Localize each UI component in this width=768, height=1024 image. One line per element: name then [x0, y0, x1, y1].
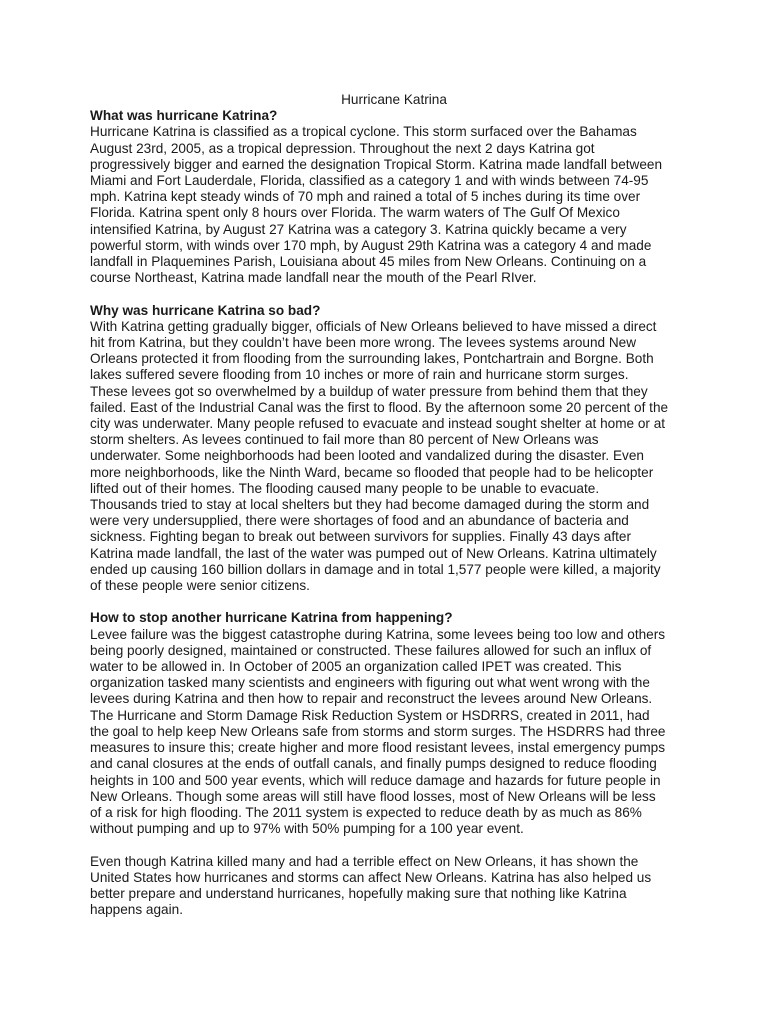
section-paragraph-how-to-stop [90, 627, 698, 838]
paragraph-line: Hurricane Katrina is classified as a tropical cyclone. This storm surfaced over the Bahamas [90, 124, 637, 140]
paragraph-spacer [90, 286, 698, 302]
document-title: Hurricane Katrina [341, 92, 447, 107]
paragraph-line: failed. East of the Industrial Canal was the first to flood. By the afternoon some 20 percent of the [90, 399, 669, 415]
paragraph-line: ended up causing 160 billion dollars in damage and in total 1,577 people were killed, a majority [90, 561, 661, 577]
paragraph-line: and canal closures at the ends of outfall canals, and finally pumps designed to reduce flooding [90, 756, 657, 772]
paragraph-line: mph. Katrina kept steady winds of 70 mph and rained a total of 5 inches during its time over [90, 189, 641, 205]
paragraph-line: progressively bigger and earned the designation Tropical Storm. Katrina made landfall between [90, 156, 663, 172]
paragraph-line: powerful storm, with winds over 170 mph, by August 29th Katrina was a category 4 and made [90, 237, 652, 253]
paragraph-line: Thousands tried to stay at local shelters but they had become damaged during the storm and [90, 497, 650, 513]
conclusion-paragraph [90, 854, 698, 919]
paragraph-line: The Hurricane and Storm Damage Risk Reduction System or HSDRRS, created in 2011, had [90, 707, 650, 723]
paragraph-spacer [90, 594, 698, 610]
paragraph-line: landfall in Plaquemines Parish, Louisiana about 45 miles from New Orleans. Continuing on a [90, 254, 647, 270]
paragraph-line: Miami and Fort Lauderdale, Florida, classified as a category 1 and with winds between 74-95 [90, 173, 649, 189]
paragraph-line: being poorly designed, maintained or constructed. These failures allowed for such an influx of [90, 642, 652, 658]
section-heading-what-was-katrina: What was hurricane Katrina? [90, 108, 278, 124]
paragraph-line: New Orleans. Though some areas will still have flood losses, most of New Orleans will be less [90, 788, 656, 804]
paragraph-line: lakes suffered severe flooding from 10 inches or more of rain and hurricane storm surges. [90, 367, 629, 383]
paragraph-line: lifted out of their homes. The flooding caused many people to be unable to evacuate. [90, 480, 600, 496]
paragraph-line: Florida. Katrina spent only 8 hours over Florida. The warm waters of The Gulf Of Mexico [90, 205, 620, 221]
paragraph-line: the goal to help keep New Orleans safe from storms and storm surges. The HSDRRS had three [90, 723, 666, 739]
paragraph-line: Katrina made landfall, the last of the water was pumped out of New Orleans. Katrina ultimately [90, 545, 657, 561]
paragraph-line: happens again. [90, 902, 183, 918]
paragraph-line: better prepare and understand hurricanes, hopefully making sure that nothing like Katrina [90, 885, 627, 901]
section-paragraph-why-so-bad [90, 319, 698, 594]
paragraph-spacer [90, 837, 698, 853]
paragraph-line: of a risk for high flooding. The 2011 system is expected to reduce death by as much as 86% [90, 804, 642, 820]
section-paragraph-what-was-katrina [90, 124, 698, 286]
paragraph-line: intensified Katrina, by August 27 Katrina was a category 3. Katrina quickly became a very [90, 221, 627, 237]
paragraph-line: water to be allowed in. In October of 2005 an organization called IPET was created. This [90, 659, 622, 675]
paragraph-line: Levee failure was the biggest catastrophe during Katrina, some levees being too low and others [90, 626, 666, 642]
paragraph-line: These levees got so overwhelmed by a buildup of water pressure from behind them that they [90, 383, 648, 399]
paragraph-line: Orleans protected it from flooding from the surrounding lakes, Pontchartrain and Borgne. Both [90, 351, 654, 367]
paragraph-line: of these people were senior citizens. [90, 578, 310, 594]
paragraph-line: measures to insure this; create higher and more flood resistant levees, instal emergency pumps [90, 740, 665, 756]
paragraph-line: were very undersupplied, there were shortages of food and an abundance of bacteria and [90, 513, 629, 529]
paragraph-line: course Northeast, Katrina made landfall near the mouth of the Pearl RIver. [90, 270, 537, 286]
paragraph-line: sickness. Fighting began to break out between survivors for supplies. Finally 43 days after [90, 529, 632, 545]
section-heading-how-to-stop: How to stop another hurricane Katrina from happening? [90, 610, 453, 626]
paragraph-line: organization tasked many scientists and engineers with figuring out what went wrong with the [90, 675, 650, 691]
paragraph-line: without pumping and up to 97% with 50% pumping for a 100 year event. [90, 821, 524, 837]
paragraph-line: August 23rd, 2005, as a tropical depression. Throughout the next 2 days Katrina got [90, 140, 595, 156]
paragraph-line: heights in 100 and 500 year events, which will reduce damage and hazards for future people in [90, 772, 661, 788]
paragraph-line: levees during Katrina and then how to repair and reconstruct the levees around New Orleans. [90, 691, 653, 707]
paragraph-line: Even though Katrina killed many and had a terrible effect on New Orleans, it has shown the [90, 853, 639, 869]
paragraph-line: With Katrina getting gradually bigger, officials of New Orleans believed to have missed a direct [90, 318, 657, 334]
paragraph-line: storm shelters. As levees continued to fail more than 80 percent of New Orleans was [90, 432, 599, 448]
paragraph-line: more neighborhoods, like the Ninth Ward, became so flooded that people had to be helicopter [90, 464, 654, 480]
paragraph-line: underwater. Some neighborhoods had been looted and vandalized during the disaster. Even [90, 448, 644, 464]
paragraph-line: city was underwater. Many people refused to evacuate and instead sought shelter at home or at [90, 416, 666, 432]
paragraph-line: hit from Katrina, but they couldn’t have been more wrong. The levees systems around New [90, 335, 637, 351]
paragraph-line: United States how hurricanes and storms can affect New Orleans. Katrina has also helped us [90, 869, 652, 885]
section-heading-why-so-bad: Why was hurricane Katrina so bad? [90, 302, 321, 318]
